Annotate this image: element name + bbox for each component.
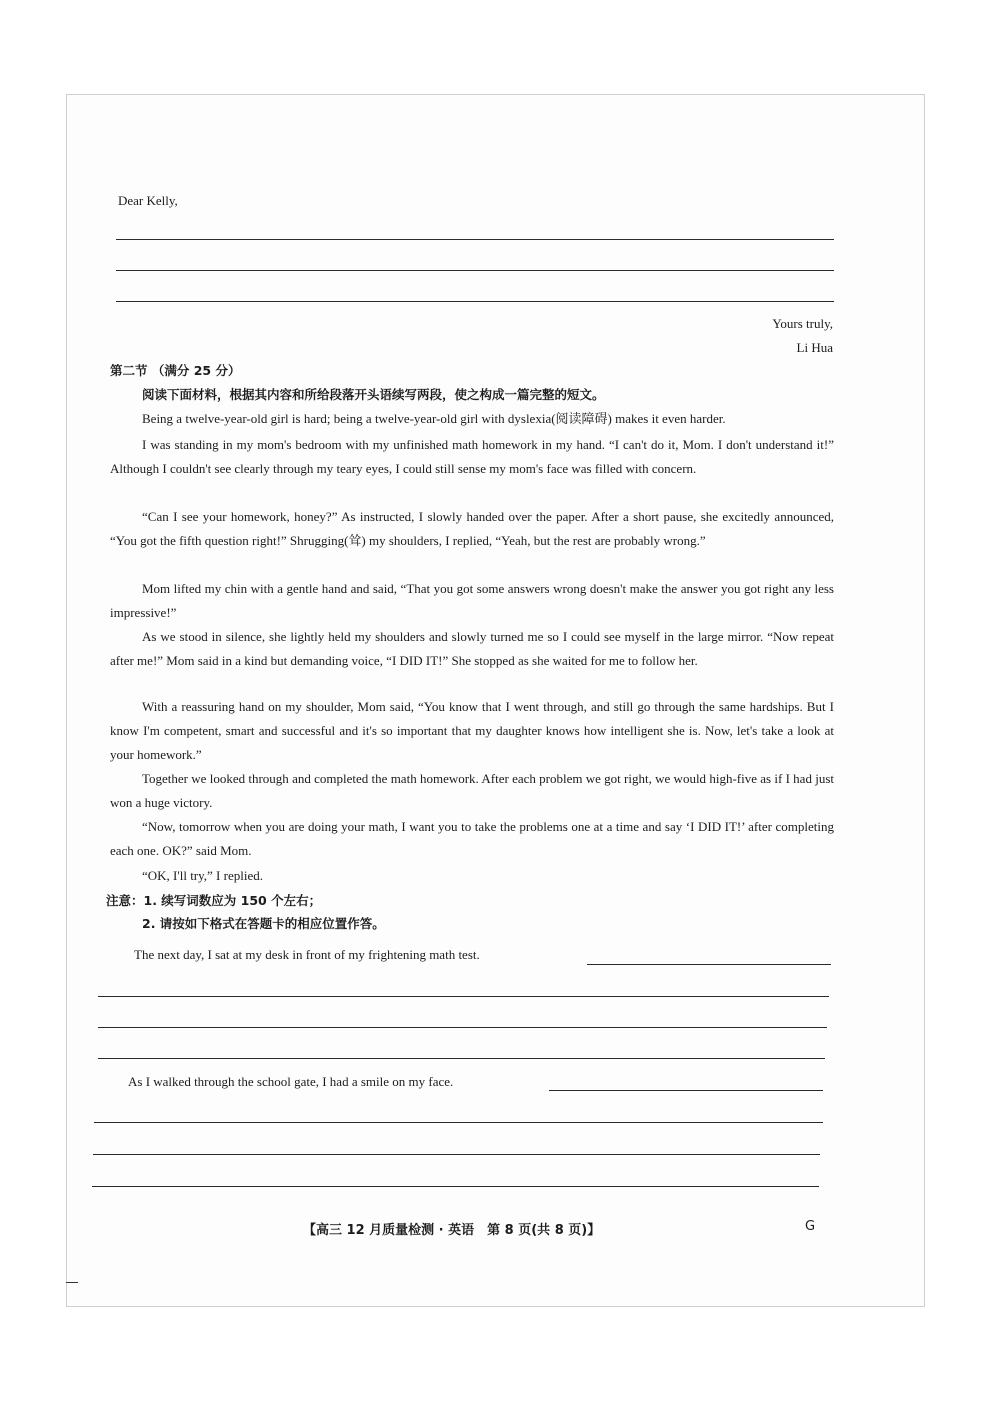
continuation-start-1: The next day, I sat at my desk in front of my frightening math test. (134, 947, 480, 962)
passage-paragraph: “Now, tomorrow when you are doing your math, I want you to take the problems one at a time and say ‘I DID IT!’ after completing each one. OK?” said Mom. (110, 819, 834, 858)
note-2: 2. 请按如下格式在答题卡的相应位置作答。 (142, 916, 385, 931)
answer-line[interactable] (116, 301, 834, 302)
section-instruction: 阅读下面材料，根据其内容和所给段落开头语续写两段，使之构成一篇完整的短文。 (142, 387, 605, 402)
answer-line[interactable] (94, 1122, 823, 1123)
passage-paragraph: Being a twelve-year-old girl is hard; being a twelve-year-old girl with dyslexia(阅读障碍) makes it even harder. (142, 411, 726, 426)
answer-line[interactable] (98, 1027, 827, 1028)
letter-greeting: Dear Kelly, (118, 193, 178, 208)
answer-line[interactable] (98, 1058, 825, 1059)
paper-code: G (805, 1219, 816, 1234)
continuation-start-2: As I walked through the school gate, I had a smile on my face. (128, 1074, 454, 1089)
passage-paragraph: Together we looked through and completed the math homework. After each problem we got right, we would high-five as if I had just won a huge victory. (110, 771, 834, 810)
answer-line[interactable] (116, 270, 834, 271)
note-1: 注意：1. 续写词数应为 150 个左右； (106, 893, 322, 908)
answer-line[interactable] (116, 239, 834, 240)
page-footer: 【高三 12 月质量检测 · 英语 第 8 页(共 8 页)】 (303, 1223, 601, 1238)
passage-paragraph: With a reassuring hand on my shoulder, Mom said, “You know that I went through, and still go through the same hardships. But I know I'm competent, smart and successful and it's so important that my daughter knows how intelligent she is. Now, let's take a look at your homework.” (110, 699, 834, 762)
section-heading: 第二节 （满分 25 分） (110, 363, 241, 378)
passage-paragraph: Mom lifted my chin with a gentle hand and said, “That you got some answers wrong doesn't make the answer you got right any less impressive!” (110, 581, 834, 620)
answer-line[interactable] (92, 1186, 819, 1187)
answer-line[interactable] (93, 1154, 820, 1155)
letter-signature: Li Hua (796, 340, 833, 355)
letter-closing: Yours truly, (772, 316, 833, 331)
scan-mark (66, 1282, 78, 1283)
passage-paragraph: “OK, I'll try,” I replied. (142, 868, 263, 883)
answer-line[interactable] (549, 1090, 823, 1091)
answer-line[interactable] (587, 964, 831, 965)
passage-paragraph: As we stood in silence, she lightly held my shoulders and slowly turned me so I could see myself in the large mirror. “Now repeat after me!” Mom said in a kind but demanding voice, “I DID IT!” She stopped as she waited for me to follow her. (110, 629, 834, 668)
passage-paragraph: “Can I see your homework, honey?” As instructed, I slowly handed over the paper. After a short pause, she excitedly announced, “You got the fifth question right!” Shrugging(耸) my shoulders, I replied, “Yeah, but the rest are probably wrong.” (110, 509, 834, 548)
passage-paragraph: I was standing in my mom's bedroom with my unfinished math homework in my hand. “I can't do it, Mom. I don't understand it!” Although I couldn't see clearly through my teary eyes, I could still sense my mom's face was filled with concern. (110, 437, 834, 476)
answer-line[interactable] (98, 996, 829, 997)
